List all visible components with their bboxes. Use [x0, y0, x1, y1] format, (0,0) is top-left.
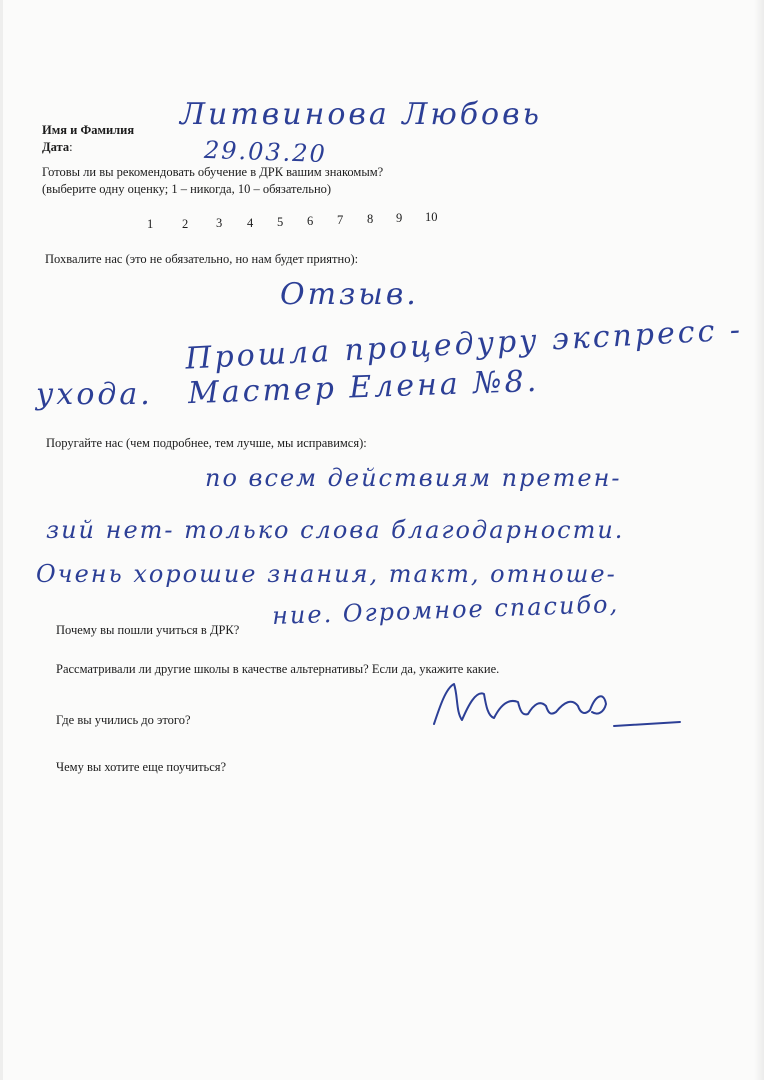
question-studied-before: Где вы учились до этого? — [56, 713, 191, 727]
question-recommend-hint: (выберите одну оценку; 1 – никогда, 10 – обязательно) — [42, 182, 332, 196]
handwritten-signature — [428, 676, 688, 736]
scan-right-edge — [754, 0, 764, 1080]
rating-option-7[interactable]: 7 — [337, 213, 344, 227]
question-praise: Похвалите нас (это не обязательно, но нам будет приятно): — [45, 252, 359, 266]
rating-option-8[interactable]: 8 — [367, 212, 374, 226]
question-recommend: Готовы ли вы рекомендовать обучение в ДРК вашим знакомым? — [42, 165, 384, 179]
rating-option-3[interactable]: 3 — [216, 216, 223, 230]
rating-option-5[interactable]: 5 — [277, 215, 284, 229]
handwritten-praise-line: Мастер Елена №8. — [187, 363, 540, 412]
rating-option-2[interactable]: 2 — [182, 217, 189, 231]
rating-option-4[interactable]: 4 — [247, 216, 254, 230]
rating-option-10[interactable]: 10 — [425, 210, 438, 224]
rating-option-1[interactable]: 1 — [147, 217, 154, 231]
date-label: Дата: — [42, 140, 73, 154]
rating-option-9[interactable]: 9 — [396, 211, 403, 225]
handwritten-praise-line: Прошла процедуру экспресс - — [184, 312, 744, 377]
handwritten-critique-line: зий нет- только слова благодарности. — [46, 516, 625, 544]
question-why: Почему вы пошли учиться в ДРК? — [56, 623, 240, 637]
handwritten-praise-title: Отзыв. — [280, 277, 419, 312]
question-learn-more: Чему вы хотите еще поучиться? — [56, 760, 227, 774]
handwritten-praise-line: ухода. — [36, 377, 153, 412]
question-criticize: Поругайте нас (чем подробнее, тем лучше, мы исправимся): — [46, 436, 367, 450]
handwritten-critique-line: ние. Огромное спасибо, — [271, 589, 620, 631]
scan-left-edge — [0, 0, 3, 1080]
handwritten-critique-line: Очень хорошие знания, такт, отноше- — [36, 560, 617, 588]
handwritten-name: Литвинова Любовь — [180, 97, 542, 132]
rating-option-6[interactable]: 6 — [307, 214, 314, 228]
question-other-schools: Рассматривали ли другие школы в качестве альтернативы? Если да, укажите какие. — [56, 662, 500, 676]
name-label: Имя и Фамилия — [42, 123, 135, 137]
handwritten-critique-line: по всем действиям претен- — [205, 464, 622, 492]
handwritten-date: 29.03.20 — [203, 135, 328, 169]
